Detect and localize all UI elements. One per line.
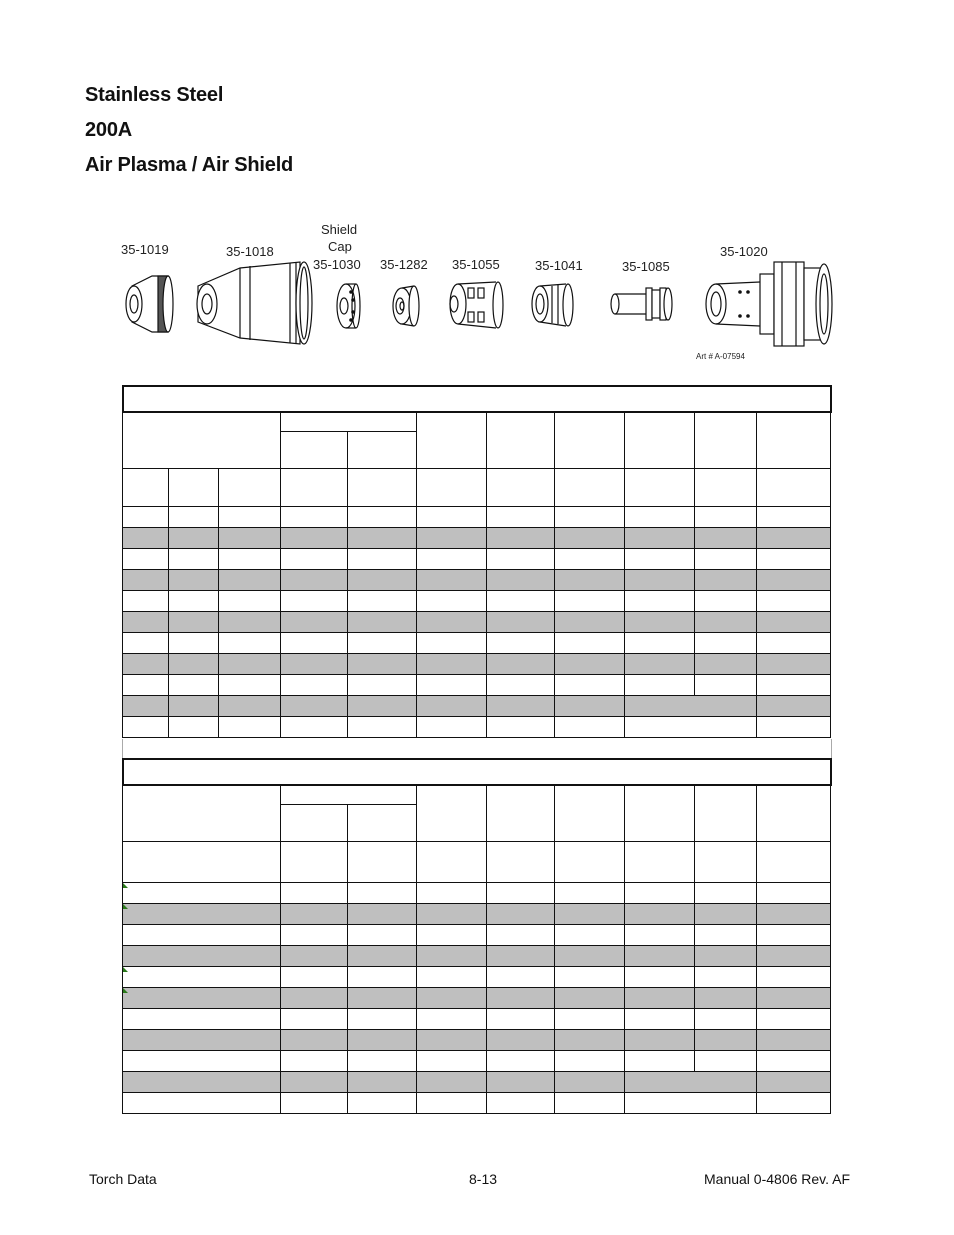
table2-header-row-1 [123,785,831,805]
shield-cup-drawing [126,276,173,332]
table-row [123,612,831,633]
electrode-drawing [532,284,573,326]
shield-cap-drawing [337,284,360,328]
table1-title-bar [122,385,832,413]
row-marker-icon [123,883,128,888]
table-row [123,1072,831,1093]
table-row [123,591,831,612]
part-number-shield-cup-body: 35-1018 [226,244,274,259]
table-row [123,675,831,696]
part-label-shield: Shield [321,222,358,237]
title-material: Stainless Steel [85,84,224,106]
part-number-torch-head: 35-1020 [720,244,768,259]
table1-header-row-1 [123,412,831,432]
cut-chart-table-1 [122,411,831,738]
title-gas: Air Plasma / Air Shield [85,154,294,176]
table-gap [122,739,832,759]
part-number-electrode: 35-1041 [535,258,583,273]
footer-section: Torch Data [89,1171,157,1187]
table-row [123,633,831,654]
part-number-tip: 35-1282 [380,257,428,272]
table-row [123,1009,831,1030]
torch-head-drawing [706,262,832,346]
cut-chart-table-2 [122,784,831,1114]
table-row [123,946,831,967]
table-row [123,717,831,738]
tip-drawing [393,286,419,326]
table-row [123,925,831,946]
table-row [123,570,831,591]
table2-title-bar [122,758,832,786]
part-number-shield-cap: 35-1030 [313,257,361,272]
cartridge-drawing [611,288,672,320]
table-row [123,549,831,570]
table2-header-row-3 [123,842,831,883]
table-row [123,528,831,549]
shield-cup-body-drawing [197,262,312,344]
art-number: Art # A-07594 [696,352,745,361]
table-row [123,1051,831,1072]
gas-distributor-drawing [450,282,503,328]
table-row [123,507,831,528]
part-label-cap: Cap [328,239,352,254]
row-marker-icon [123,967,128,972]
table-row [123,654,831,675]
table-row [123,1030,831,1051]
row-marker-icon [123,988,128,993]
table-row [123,967,831,988]
footer-manual-number: Manual 0-4806 Rev. AF [704,1171,851,1187]
title-amperage: 200A [85,119,133,141]
table-row [123,988,831,1009]
part-number-cartridge: 35-1085 [622,259,670,274]
table-row [123,904,831,925]
table-row [123,696,831,717]
footer-page-number: 8-13 [469,1171,498,1187]
row-marker-icon [123,904,128,909]
table-row [123,883,831,904]
consumables-illustration [0,0,954,380]
table-row [123,1093,831,1114]
part-number-shield-cup: 35-1019 [121,242,169,257]
part-number-gas-distributor: 35-1055 [452,257,500,272]
table1-header-row-3 [123,469,831,507]
